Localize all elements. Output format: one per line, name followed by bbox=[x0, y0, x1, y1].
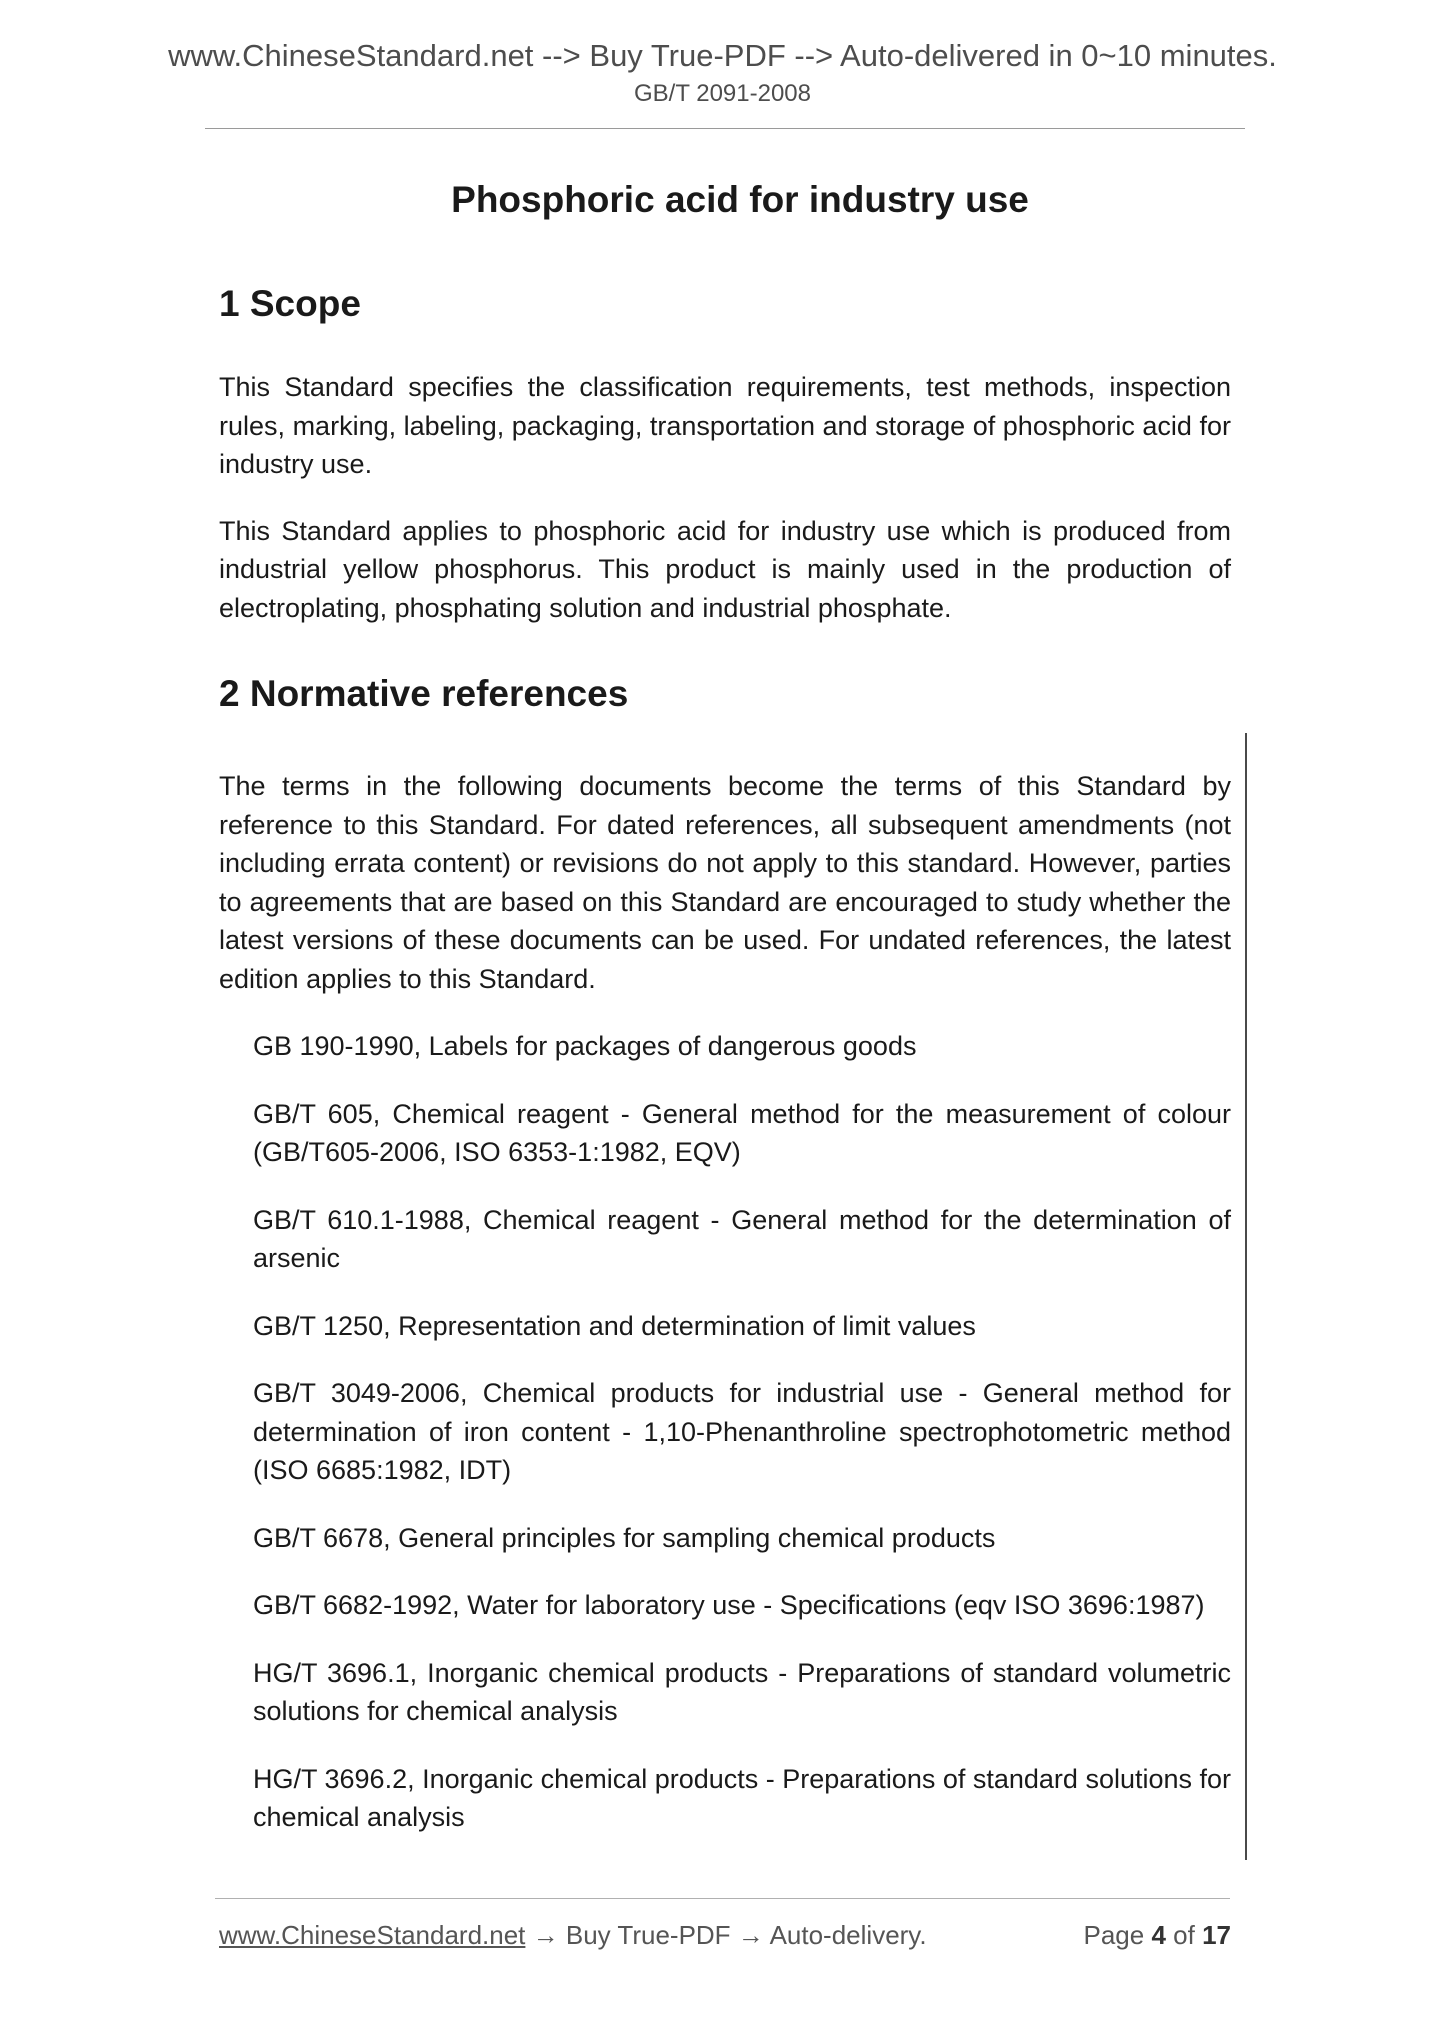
page-total: 17 bbox=[1202, 1920, 1231, 1950]
reference-item: GB/T 6678, General principles for sampling chemical products bbox=[253, 1522, 996, 1553]
reference-item: HG/T 3696.2, Inorganic chemical products - Preparations of standard solutions for chemical analysis bbox=[253, 1763, 1232, 1832]
reference-item: GB/T 1250, Representation and determination of limit values bbox=[253, 1310, 976, 1341]
scope-paragraph: This Standard specifies the classification requirements, test methods, inspection rules, marking, labeling, packaging, transportation and storage of phosphoric acid for industry use. bbox=[219, 372, 1231, 479]
site-link[interactable]: www.ChineseStandard.net bbox=[219, 1920, 526, 1950]
page-footer bbox=[219, 1920, 1231, 1954]
reference-item: GB/T 6682-1992, Water for laboratory use - Specifications (eqv ISO 3696:1987) bbox=[253, 1590, 1205, 1620]
standard-code: GB/T 2091-2008 bbox=[633, 80, 811, 107]
page-indicator bbox=[1083, 1920, 1231, 1951]
footer-divider bbox=[215, 1898, 1230, 1899]
reference-item: HG/T 3696.1, Inorganic chemical products - Preparations of standard volumetric solutions for chemical analysis bbox=[253, 1657, 1231, 1726]
reference-item: GB/T 3049-2006, Chemical products for industrial use - General method for determination of iron content - 1,10-Phenanthroline spectrophotometric method (ISO 6685:1982, IDT) bbox=[253, 1378, 1231, 1485]
document-body bbox=[219, 150, 1231, 1866]
section-heading-normative-references: 2 Normative references bbox=[219, 673, 629, 714]
section-heading-scope: 1 Scope bbox=[219, 283, 361, 324]
document-title-text: Phosphoric acid for industry use bbox=[451, 179, 1029, 220]
references-intro: The terms in the following documents become the terms of this Standard by reference to this Standard. For dated references, all subsequent amendments (not including errata content) or revisions do not apply to this standard. However, parties to agreements that are based on this Standard are encouraged to study whether the latest versions of these documents can be used. For undated references, the latest edition applies to this Standard. bbox=[219, 771, 1231, 994]
footer-promo-tail: → Buy True-PDF → Auto-delivery. bbox=[525, 1920, 927, 1950]
footer-promo bbox=[219, 1920, 927, 1951]
reference-list bbox=[219, 1027, 1231, 1837]
scope-paragraph: This Standard applies to phosphoric acid for industry use which is produced from industrial yellow phosphorus. This product is mainly used in the production of electroplating, phosphating solution and industrial phosphate. bbox=[219, 515, 1231, 623]
reference-item: GB 190-1990, Labels for packages of dangerous goods bbox=[253, 1031, 917, 1061]
page-word: Page bbox=[1083, 1920, 1145, 1950]
revision-change-bar bbox=[1245, 733, 1247, 1860]
of-word: of bbox=[1173, 1920, 1195, 1950]
document-title bbox=[219, 178, 1231, 222]
page-number: 4 bbox=[1151, 1920, 1166, 1950]
header-divider bbox=[205, 128, 1245, 129]
reference-item: GB/T 610.1-1988, Chemical reagent - General method for the determination of arsenic bbox=[253, 1204, 1231, 1273]
header-banner: www.ChineseStandard.net --> Buy True-PDF --> Auto-delivered in 0~10 minutes. bbox=[168, 38, 1277, 73]
reference-item: GB/T 605, Chemical reagent - General method for the measurement of colour (GB/T605-2006, ISO 6353-1:1982, EQV) bbox=[253, 1098, 1231, 1167]
